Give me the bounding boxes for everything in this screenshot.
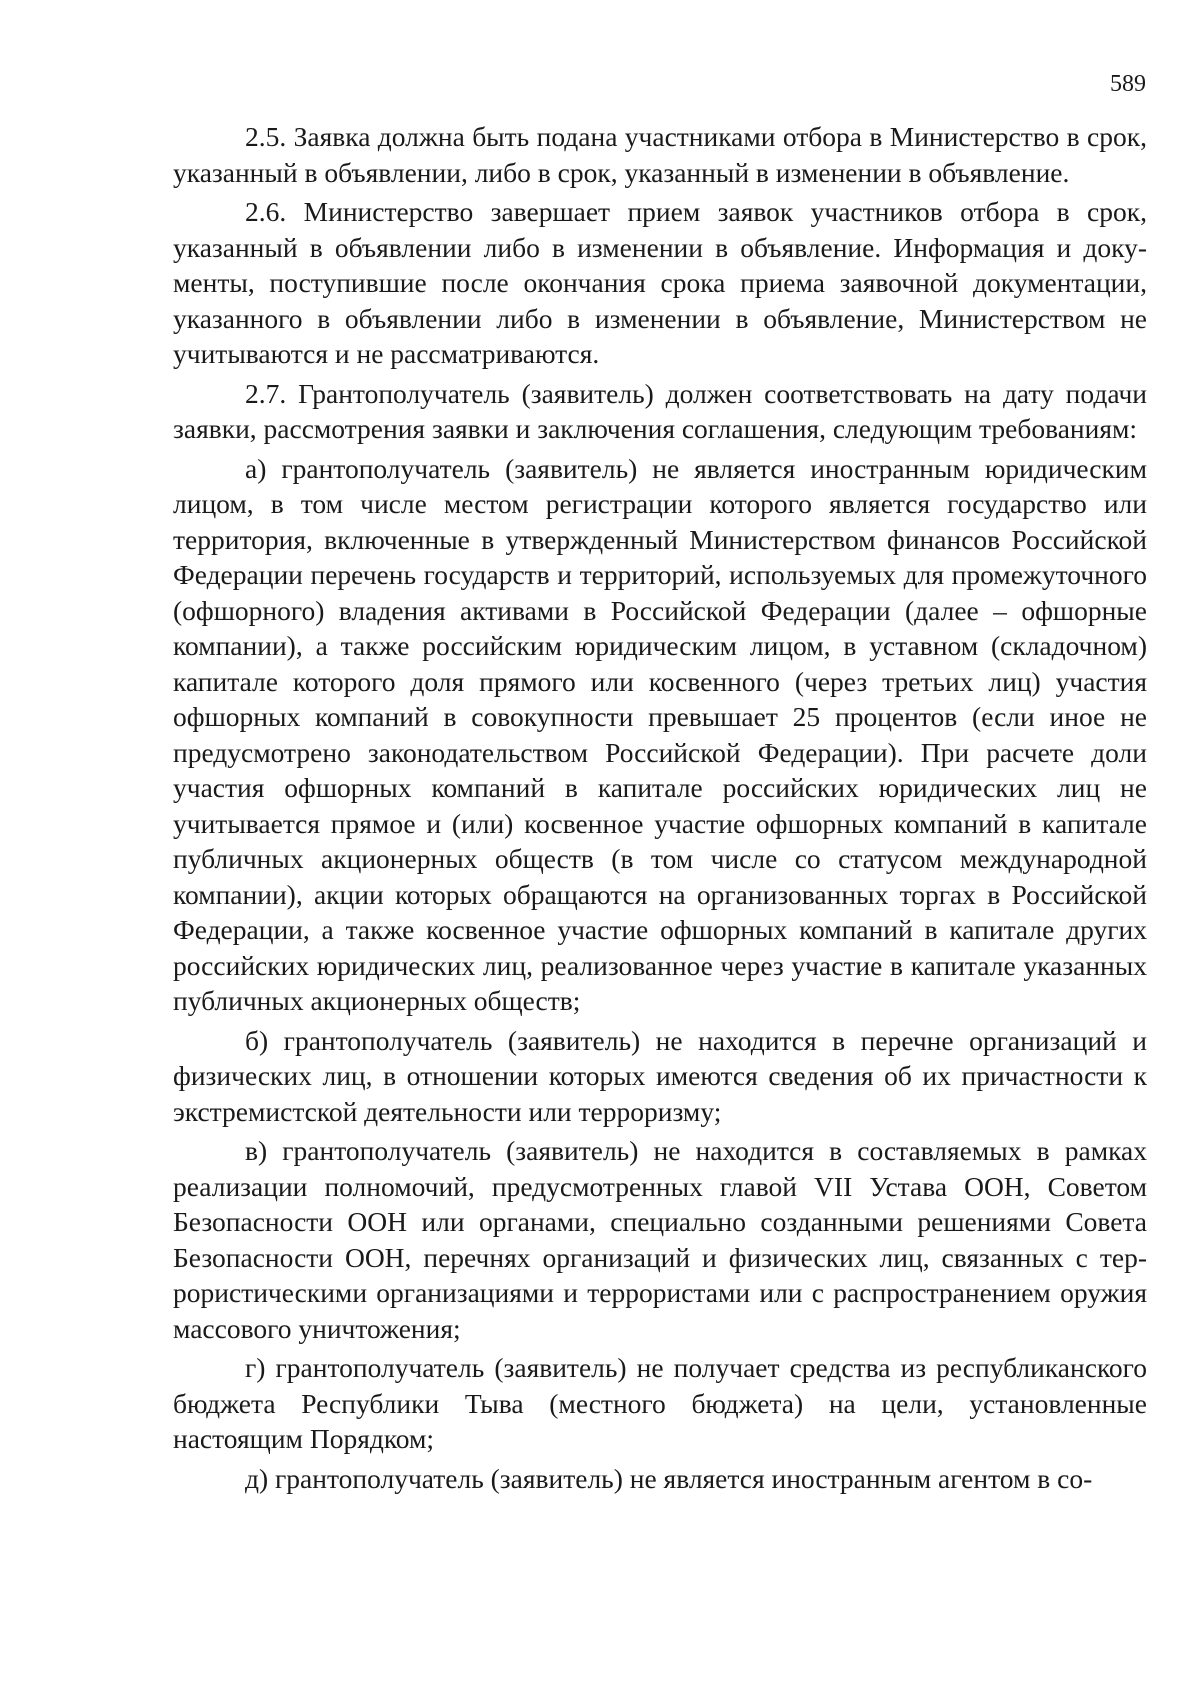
paragraph-2-7: 2.7. Грантополучатель (заявитель) должен соответствовать на дату подачи заявки, рассмотрения заявки и заключения соглашения, следующим требованиям: bbox=[173, 377, 1147, 444]
paragraph-2-5: 2.5. Заявка должна быть подана участниками отбора в Министерство в срок, указанный в объявлении, либо в срок, указанный в изменении в объявление. bbox=[173, 121, 1147, 188]
paragraph-2-6: 2.6. Министерство завершает прием заявок участников отбора в срок, указанный в объявлении либо в изменении в объявление. Информация и документы, поступившие после окончания срока приема заявочной документации, указанного в объявлении либо в изменении в объявление, Министерством не учитываются и не рассматриваются. bbox=[173, 196, 1147, 369]
requirement-g: г) грантополучатель (заявитель) не получает средства из республиканского бюджета Республики Тыва (местного бюджета) на цели, установленные настоящим Порядком; bbox=[173, 1352, 1147, 1454]
requirement-b: б) грантополучатель (заявитель) не находится в перечне организаций и физических лиц, в отношении которых имеются сведения об их причастности к экстремистской деятельности или терроризму; bbox=[173, 1024, 1147, 1127]
requirement-a: а) грантополучатель (заявитель) не является иностранным юридическим лицом, в том числе местом регистрации которого является государство или территория, включенные в утвержденный Министерством финансов Российской Федерации перечень государств и территорий, используемых для промежуточного (офшорного) владения активами в Российской Федерации (далее – офшорные компании), а также российским юридическим лицом, в уставном (складочном) капитале которого доля прямого или косвенного (через третьих лиц) участия офшорных компаний в совокупности превышает 25 процентов (если иное не предусмотрено законодательством Российской Федерации). При расчете доли участия офшорных компаний в капитале российских юридических лиц не учитывается прямое и (или) косвенное участие офшорных компаний в капитале публичных акционерных обществ (в том числе со статусом международной компании), акции которых обращаются на организованных торгах в Российской Федерации, а также косвенное участие офшорных компаний в капитале других российских юридических лиц, реализованное через участие в капитале указанных публичных акционерных обществ; bbox=[173, 452, 1147, 1016]
document-body bbox=[173, 119, 1147, 1500]
requirement-v: в) грантополучатель (заявитель) не находится в составляемых в рамках реализации полномочий, предусмотренных главой VII Устава ООН, Советом Безопасности ООН или органами, специально созданными решениями Совета Безопасности ООН, перечнях организаций и физических лиц, связанных с террористическими организациями и террористами или с распространением оружия массового уничтожения; bbox=[173, 1135, 1147, 1344]
requirement-d: д) грантополучатель (заявитель) не является иностранным агентом в со- bbox=[245, 1462, 1093, 1494]
page-number: 589 bbox=[1110, 71, 1146, 97]
